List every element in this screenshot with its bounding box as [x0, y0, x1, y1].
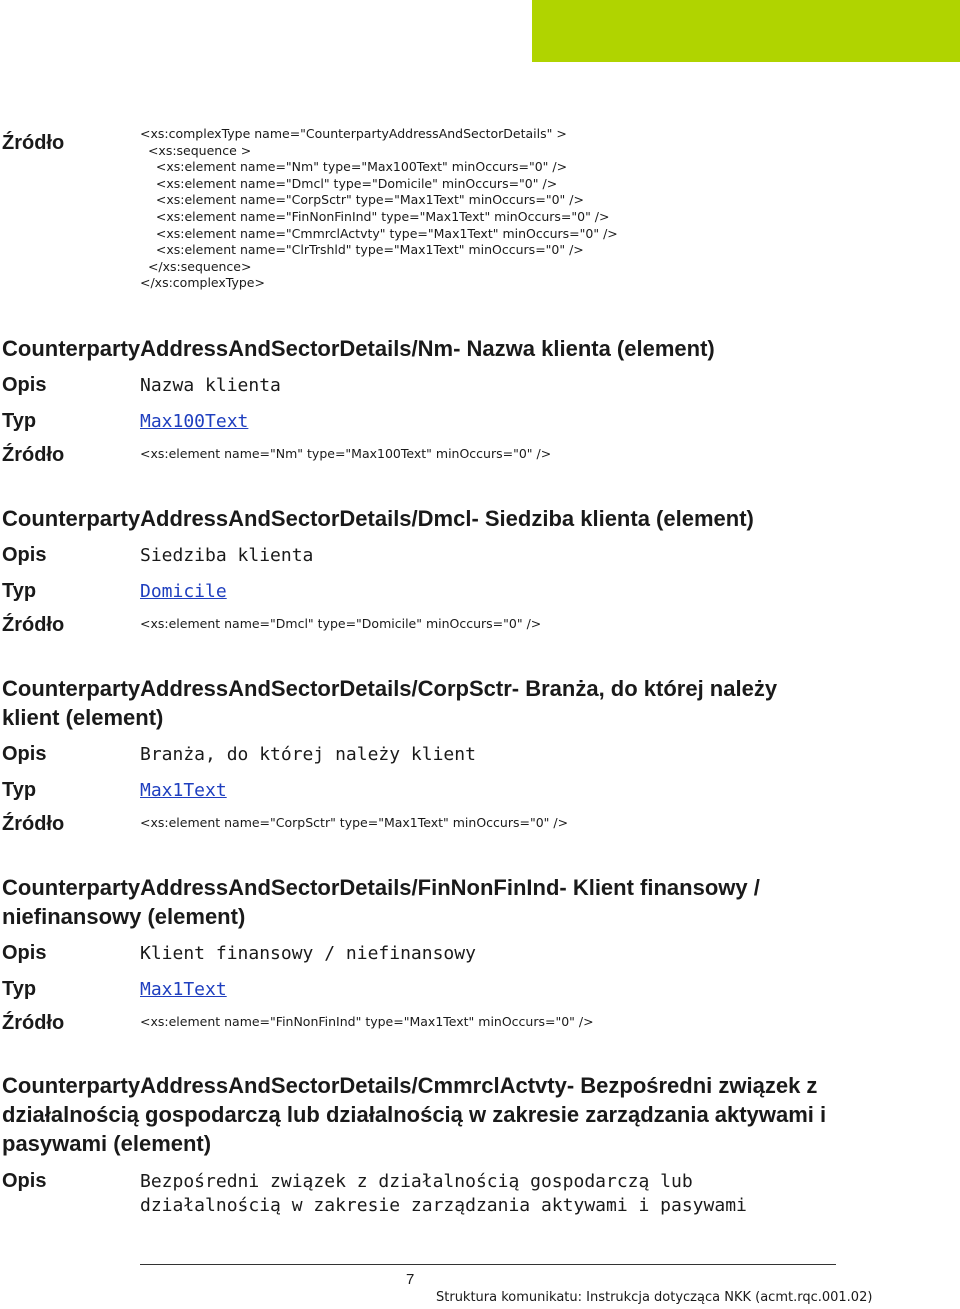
code-line: </xs:sequence> — [140, 258, 252, 274]
opis-value: Bezpośredni związek z działalnością gospodarczą lub działalnością w zakresie zarządzania aktywami i pasywami — [140, 1171, 747, 1216]
section-title: CounterpartyAddressAndSectorDetails/Nm- Nazwa klienta (element) — [2, 336, 715, 361]
typ-link[interactable]: Max1Text — [140, 979, 227, 1000]
zrodlo-label: Źródło — [2, 444, 65, 466]
code-line: <xs:sequence > — [140, 142, 252, 158]
typ-label: Typ — [2, 978, 37, 1000]
page-number: 7 — [406, 1271, 415, 1288]
code-line: <xs:complexType name="CounterpartyAddressAndSectorDetails" > — [140, 126, 567, 141]
zrodlo-label: Źródło — [2, 1012, 65, 1034]
section-title: CounterpartyAddressAndSectorDetails/CmmrclActvty- Bezpośredni związek z działalnością gospodarczą lub działalnością w zakresie zarządzania aktywami i pasywami (element) — [2, 1073, 827, 1156]
opis-value: Branża, do której należy klient — [140, 744, 476, 765]
opis-value: Klient finansowy / niefinansowy — [140, 943, 476, 964]
code-line: <xs:element name="CorpSctr" type="Max1Text" minOccurs="0" /> — [140, 192, 584, 208]
code-line: <xs:element name="Nm" type="Max100Text" minOccurs="0" /> — [140, 159, 568, 175]
opis-label: Opis — [2, 374, 47, 396]
opis-label: Opis — [2, 743, 47, 765]
code-line: <xs:element name="FinNonFinInd" type="Max1Text" minOccurs="0" /> — [140, 208, 610, 224]
typ-label: Typ — [2, 779, 37, 801]
typ-link[interactable]: Max1Text — [140, 780, 227, 801]
typ-link[interactable]: Domicile — [140, 581, 227, 602]
zrodlo-code: <xs:element name="Dmcl" type="Domicile" minOccurs="0" /> — [140, 616, 542, 631]
footer-document-title: Struktura komunikatu: Instrukcja dotycząca NKK (acmt.rqc.001.02) — [436, 1290, 873, 1305]
opis-value: Siedziba klienta — [140, 545, 314, 566]
opis-label: Opis — [2, 544, 47, 566]
source-label: Źródło — [2, 132, 65, 154]
opis-label: Opis — [2, 1170, 47, 1192]
section-title: CounterpartyAddressAndSectorDetails/Dmcl- Siedziba klienta (element) — [2, 506, 754, 531]
code-line: <xs:element name="ClrTrshld" type="Max1Text" minOccurs="0" /> — [140, 242, 584, 258]
zrodlo-code: <xs:element name="FinNonFinInd" type="Max1Text" minOccurs="0" /> — [140, 1014, 594, 1029]
zrodlo-code: <xs:element name="CorpSctr" type="Max1Text" minOccurs="0" /> — [140, 815, 569, 830]
zrodlo-label: Źródło — [2, 813, 65, 835]
opis-value: Nazwa klienta — [140, 375, 281, 396]
complex-type-code — [140, 126, 618, 292]
footer-divider — [140, 1264, 836, 1265]
accent-bar — [532, 0, 960, 62]
code-line: <xs:element name="CmmrclActvty" type="Max1Text" minOccurs="0" /> — [140, 225, 618, 241]
code-line: </xs:complexType> — [140, 275, 265, 291]
code-line: <xs:element name="Dmcl" type="Domicile" minOccurs="0" /> — [140, 175, 558, 191]
typ-label: Typ — [2, 410, 37, 432]
zrodlo-code: <xs:element name="Nm" type="Max100Text" minOccurs="0" /> — [140, 446, 552, 461]
typ-link[interactable]: Max100Text — [140, 411, 249, 432]
zrodlo-label: Źródło — [2, 614, 65, 636]
section-title: CounterpartyAddressAndSectorDetails/FinNonFinInd- Klient finansowy / niefinansowy (element) — [2, 875, 760, 929]
section-title: CounterpartyAddressAndSectorDetails/CorpSctr- Branża, do której należy klient (element) — [2, 676, 778, 730]
opis-label: Opis — [2, 942, 47, 964]
typ-label: Typ — [2, 580, 37, 602]
